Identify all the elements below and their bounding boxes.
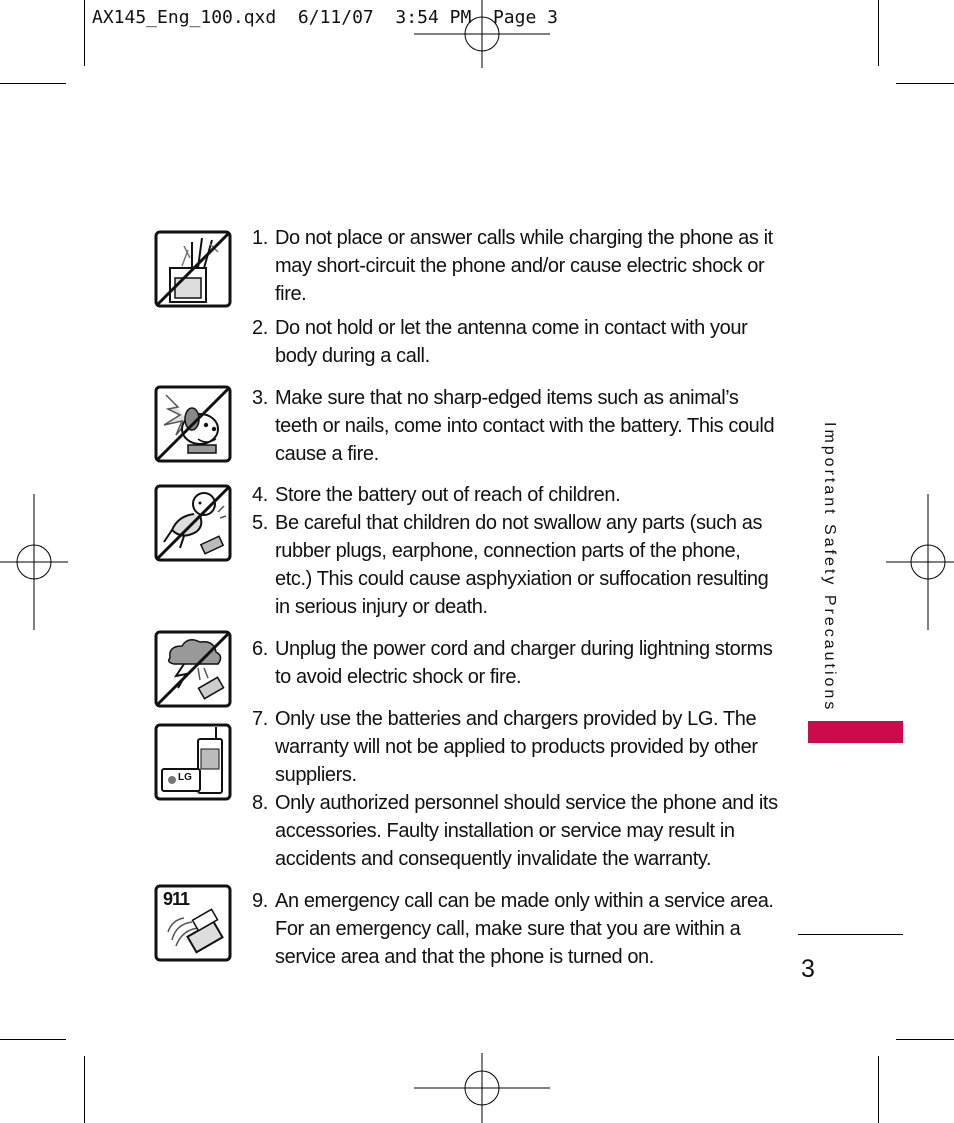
crop-mark (84, 1056, 85, 1123)
list-item (252, 789, 782, 873)
registration-mark-icon (884, 494, 954, 630)
crop-mark (896, 83, 954, 84)
item-text: Do not place or answer calls while charging the phone as it may short-circuit the phone and/or cause electric shock or fire. (275, 227, 773, 305)
item-number: 7. (252, 708, 268, 730)
item-number: 3. (252, 387, 268, 409)
page-number: 3 (801, 955, 815, 983)
emergency-911-phone-icon (154, 884, 232, 962)
item-text: Make sure that no sharp-edged items such as animal’s teeth or nails, come into contact with the battery. This could cause a fire. (275, 387, 775, 465)
registration-mark-icon (0, 494, 70, 630)
lg-battery-phone-icon (154, 723, 232, 801)
section-tab-bar (808, 721, 903, 743)
item-number: 4. (252, 484, 268, 506)
item-number: 5. (252, 512, 268, 534)
crop-mark (84, 0, 85, 66)
item-text: Only authorized personnel should service the phone and its accessories. Faulty installation or service may result in accidents and consequently invalidate the warranty. (275, 792, 778, 870)
list-item (252, 887, 782, 971)
list-item (252, 314, 782, 370)
list-item (252, 705, 782, 789)
list-item (252, 224, 782, 308)
crop-mark (896, 1039, 954, 1040)
crop-mark (0, 83, 66, 84)
item-text: Only use the batteries and chargers provided by LG. The warranty will not be applied to products provided by other suppliers. (275, 708, 758, 786)
child-with-phone-icon (154, 484, 232, 562)
crop-mark (0, 1039, 66, 1040)
crop-mark (878, 0, 879, 66)
list-item (252, 635, 782, 691)
lightning-storm-icon (154, 630, 232, 708)
item-text: Be careful that children do not swallow any parts (such as rubber plugs, earphone, connection parts of the phone, etc.) This could cause asphyxiation or suffocation resulting in serious injury or death. (275, 512, 769, 618)
item-text: Unplug the power cord and charger during lightning storms to avoid electric shock or fire. (275, 638, 773, 688)
item-text: An emergency call can be made only within a service area. For an emergency call, make sure that you are within a service area and that the phone is turned on. (275, 890, 774, 968)
crop-mark (878, 1056, 879, 1123)
list-item (252, 384, 782, 468)
section-title: Important Safety Precautions (821, 422, 838, 713)
item-number: 2. (252, 317, 268, 339)
list-item (252, 481, 782, 509)
lg-logo-label: LG (178, 772, 192, 783)
item-number: 9. (252, 890, 268, 912)
item-number: 1. (252, 227, 268, 249)
list-item (252, 509, 782, 621)
print-slug: AX145_Eng_100.qxd 6/11/07 3:54 PM Page 3 (92, 7, 558, 28)
registration-mark-icon (412, 0, 552, 70)
charging-phone-icon (154, 230, 232, 308)
emergency-number-label: 911 (163, 889, 190, 909)
page-number-rule (798, 934, 903, 935)
item-text: Do not hold or let the antenna come in contact with your body during a call. (275, 317, 748, 367)
item-number: 6. (252, 638, 268, 660)
registration-mark-icon (412, 1053, 552, 1123)
item-number: 8. (252, 792, 268, 814)
item-text: Store the battery out of reach of children. (275, 484, 621, 506)
dog-biting-battery-icon (154, 385, 232, 463)
